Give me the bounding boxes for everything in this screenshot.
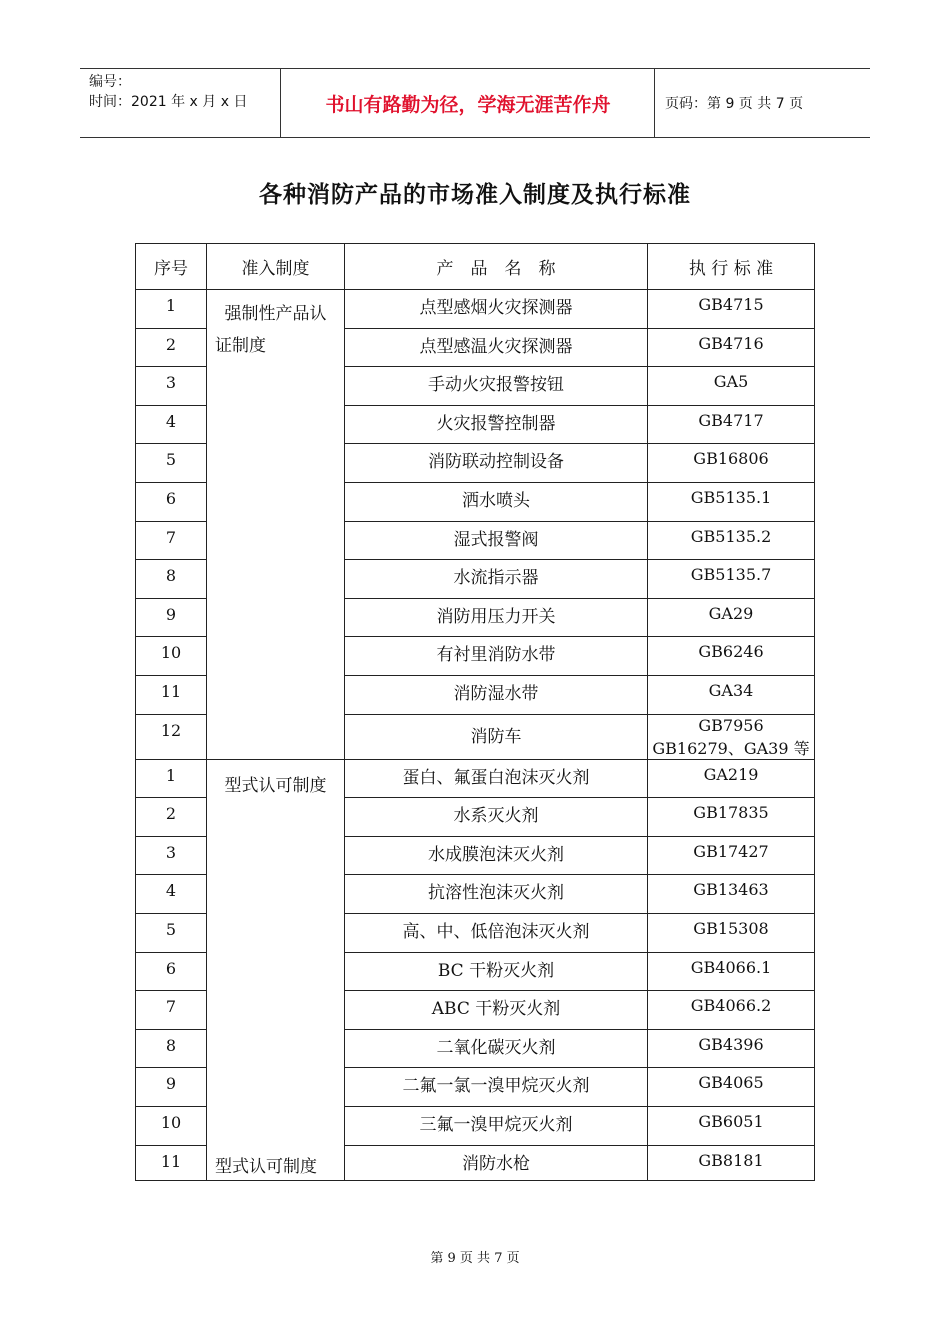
standard-code: GB6246 [698,642,764,662]
row-number: 8 [165,1035,177,1055]
row-divider [344,559,814,560]
standard-code: GB4717 [698,410,764,430]
row-divider [344,521,814,522]
standard-code: GA5 [713,372,749,392]
row-divider [344,328,814,329]
code-label: 编号： [89,74,131,90]
category-compulsory: 强制性产品认 证制度 [215,304,327,356]
standard-code: GB5135.1 [690,488,772,507]
row-number: 3 [165,373,177,393]
standard-code: GB4396 [698,1034,764,1054]
header-system: 准入制度 [241,259,310,279]
row-divider [136,759,814,760]
product-name: 二氟一氯一溴甲烷灭火剂 [402,1076,590,1097]
row-number: 9 [165,1074,177,1094]
row-number: 5 [165,450,177,470]
row-divider [136,913,206,914]
row-number: 6 [165,958,177,978]
product-name: 点型感烟火灾探测器 [419,298,573,318]
header-no: 序号 [154,259,188,279]
row-number: 6 [165,489,177,508]
row-divider [136,797,206,798]
row-number: 11 [160,1151,182,1171]
row-divider [344,874,814,875]
standard-code: GA34 [708,681,754,700]
row-number: 10 [160,1113,182,1132]
row-divider [136,952,206,953]
product-name: 抗溶性泡沫灭火剂 [428,883,564,904]
row-divider [136,1145,206,1146]
standard-code: GB4715 [698,295,764,314]
row-divider [344,1067,814,1068]
row-divider [344,405,814,406]
standard-code: GB4716 [698,333,764,353]
row-number: 3 [165,842,177,862]
row-divider [344,913,814,914]
product-name: BC 干粉灭火剂 [437,960,555,981]
product-name: 手动火灾报警按钮 [428,375,564,396]
product-name: ABC 干粉灭火剂 [431,999,561,1020]
page-footer: 第 9 页 共 7 页 [430,1251,520,1266]
row-number: 1 [165,765,177,785]
standard-code: GB15308 [693,919,769,938]
standard-code: GB4066.2 [690,996,772,1016]
row-divider [136,1067,206,1068]
row-divider [136,1029,206,1030]
row-divider [136,405,206,406]
standard-code: GB7956 [698,715,764,735]
standard-code: GB13463 [693,880,769,900]
standard-code: GA29 [708,603,754,623]
standard-code: GB6051 [698,1112,764,1131]
row-divider [344,990,814,991]
row-number: 7 [165,527,177,547]
standards-table [135,243,815,1181]
row-divider [136,289,814,290]
standard-code: GB5135.2 [690,526,772,546]
row-divider [136,443,206,444]
row-number: 10 [160,643,182,663]
row-number: 9 [165,604,177,624]
standard-code-extra: GB16279、GA39 等 [652,738,810,758]
header-standard: 执 行 标 准 [688,259,774,279]
row-number: 2 [165,804,177,824]
row-number: 5 [165,920,177,939]
row-number: 11 [160,682,182,701]
product-name: 消防水枪 [462,1153,530,1174]
row-divider [344,482,814,483]
row-divider [344,443,814,444]
row-divider [136,482,206,483]
category-type-approval: 型式认可制度 [224,776,327,796]
product-name: 三氟一溴甲烷灭火剂 [419,1115,573,1135]
row-divider [344,1029,814,1030]
product-name: 二氧化碳灭火剂 [436,1037,556,1058]
row-divider [344,1145,814,1146]
row-divider [344,797,814,798]
standard-code: GA219 [703,764,759,784]
product-name: 水系灭火剂 [453,806,539,827]
row-divider [136,636,206,637]
standard-code: GB17427 [693,841,769,861]
row-number: 8 [165,566,177,586]
product-name: 洒水喷头 [462,491,530,511]
row-divider [344,1106,814,1107]
row-number: 4 [165,881,177,901]
row-divider [136,675,206,676]
row-divider [136,1106,206,1107]
standard-code: GB5135.7 [690,565,772,585]
standard-code: GB4066.1 [690,957,772,977]
row-divider [344,598,814,599]
header-motto: 书山有路勤为径，学海无涯苦作舟 [282,69,655,137]
standard-code: GB16806 [693,449,769,469]
product-name: 湿式报警阀 [453,529,539,550]
row-divider [136,366,206,367]
row-divider [136,990,206,991]
row-divider [344,675,814,676]
product-name: 水成膜泡沫灭火剂 [428,844,564,865]
product-name: 消防湿水带 [453,684,539,704]
row-number: 12 [160,720,182,740]
product-name: 消防车 [470,726,522,747]
product-name: 高、中、低倍泡沫灭火剂 [402,922,590,942]
row-divider [344,836,814,837]
header-meta [80,69,281,137]
column-divider [206,244,207,1180]
row-divider [136,598,206,599]
row-divider [136,559,206,560]
row-number: 1 [165,296,177,315]
product-name: 火灾报警控制器 [436,413,556,434]
row-number: 4 [165,411,177,431]
row-divider [136,521,206,522]
document-header [80,68,870,138]
category-type-approval-bottom: 型式认可制度 [215,1157,317,1177]
row-number: 7 [165,997,177,1017]
time-label: 时间：2021 年 x 月 x 日 [89,94,248,110]
header-page-info: 页码：第 9 页 共 7 页 [665,96,804,112]
standard-code: GB4065 [698,1073,764,1093]
row-number: 2 [165,334,177,354]
product-name: 点型感温火灾探测器 [419,336,573,357]
product-name: 消防联动控制设备 [428,452,564,473]
product-name: 有衬里消防水带 [436,645,556,666]
row-divider [344,714,814,715]
row-divider [136,714,206,715]
row-divider [344,952,814,953]
row-divider [344,636,814,637]
row-divider [136,328,206,329]
product-name: 蛋白、氟蛋白泡沫灭火剂 [402,767,590,788]
standard-code: GB8181 [698,1150,764,1170]
row-divider [136,836,206,837]
page-title: 各种消防产品的市场准入制度及执行标准 [259,182,691,208]
product-name: 水流指示器 [453,568,539,589]
row-divider [136,874,206,875]
header-product-name: 产 品 名 称 [436,259,556,279]
row-divider [344,366,814,367]
standard-code: GB17835 [693,803,769,823]
product-name: 消防用压力开关 [436,606,556,627]
